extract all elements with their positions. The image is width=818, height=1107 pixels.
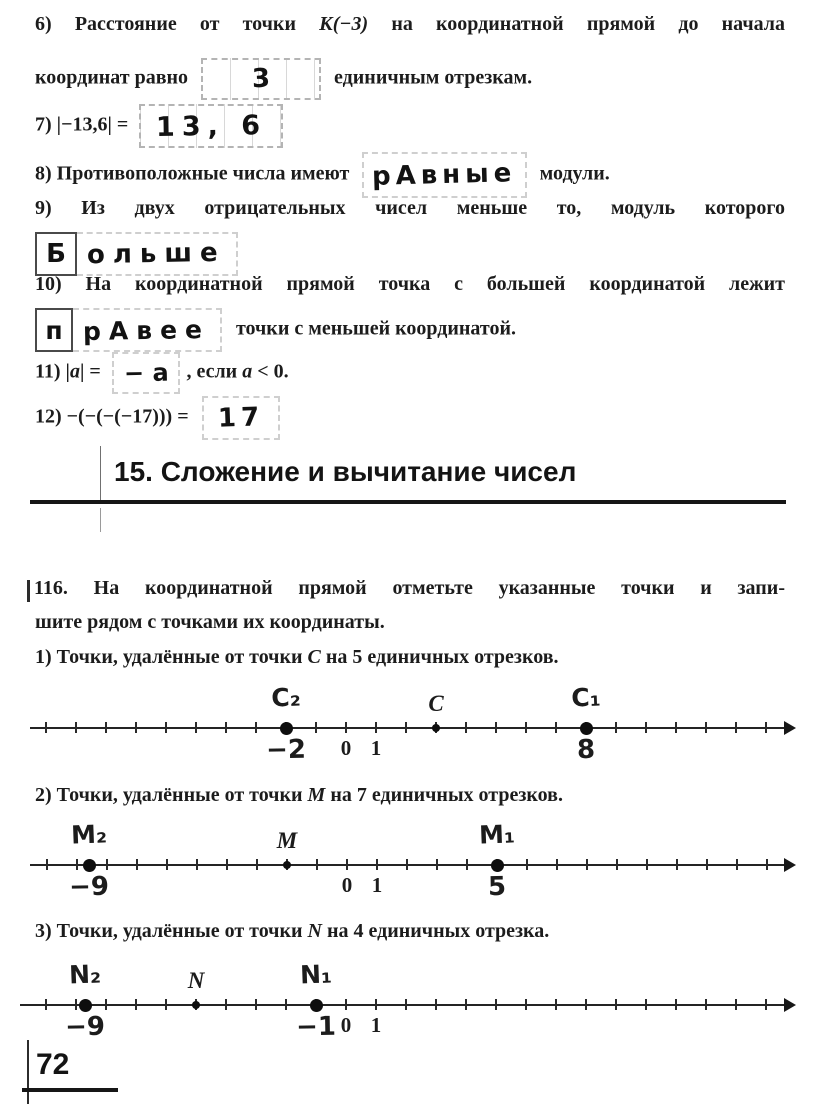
- subtask-1-pre: 1) Точки, удалённые от точки: [35, 646, 303, 668]
- item-10-text-post: точки с меньшей координатой.: [235, 317, 516, 340]
- item-10-answer-first: п: [45, 315, 63, 345]
- item-12-answer: 17: [217, 402, 265, 434]
- footer-corner-hline: [22, 1088, 118, 1092]
- point-label-below: −1: [295, 1011, 337, 1043]
- axis-number-label: 0: [340, 1013, 352, 1037]
- item-12-answer-box: [202, 396, 280, 440]
- item-10-answer-rest: рАвее: [82, 314, 211, 346]
- point-label-above: M₁: [478, 819, 516, 850]
- item-10-line: [35, 272, 785, 296]
- point-label-below: 8: [576, 734, 596, 766]
- axis-tick: [316, 859, 318, 870]
- axis-tick: [765, 999, 767, 1010]
- point-label-below: 5: [487, 871, 507, 903]
- item-9-text: 9) Из двух отрицательных чисел меньше то, модуль которого: [35, 197, 785, 219]
- axis-tick: [136, 859, 138, 870]
- axis-tick: [525, 722, 527, 733]
- item-11-text-post1: , если: [186, 360, 243, 383]
- axis-tick: [405, 999, 407, 1010]
- axis-line: [30, 864, 786, 866]
- axis-tick: [255, 722, 257, 733]
- item-9-answer-box: [77, 232, 238, 276]
- axis-tick: [375, 999, 377, 1010]
- axis-tick: [706, 859, 708, 870]
- number-line-n: [0, 955, 818, 1055]
- item-6-answer-box: [201, 58, 321, 100]
- point-dot: [192, 1001, 200, 1009]
- axis-tick: [105, 999, 107, 1010]
- axis-tick: [255, 999, 257, 1010]
- axis-tick: [75, 999, 77, 1010]
- item-9-answer-first: Б: [46, 239, 66, 269]
- axis-tick: [376, 859, 378, 870]
- axis-number-label: 0: [341, 873, 353, 897]
- point-label-above: C₁: [570, 682, 602, 713]
- axis-arrowhead-icon: [784, 721, 796, 735]
- problem-116-text-2: шите рядом с точками их координаты.: [35, 611, 385, 633]
- point-dot: [310, 999, 323, 1012]
- axis-tick: [556, 859, 558, 870]
- item-8-text-post: модули.: [539, 162, 610, 185]
- problem-116-margin-bar: [27, 580, 30, 602]
- axis-tick: [645, 999, 647, 1010]
- axis-tick: [45, 999, 47, 1010]
- subtask-1-line: [35, 646, 559, 669]
- item-11-text-mid: | =: [79, 360, 101, 383]
- axis-tick: [646, 859, 648, 870]
- axis-tick: [585, 999, 587, 1010]
- axis-number-label: 0: [340, 736, 352, 760]
- item-12-line: [35, 396, 288, 440]
- axis-tick: [586, 859, 588, 870]
- axis-number-label: 1: [371, 873, 383, 897]
- footer-corner-vline: [27, 1040, 29, 1104]
- item-9-answer-rest: ольше: [86, 237, 226, 271]
- axis-tick: [285, 999, 287, 1010]
- subtask-3-post: на 4 единичных отрезка.: [326, 920, 550, 942]
- section-title: 15. Сложение и вычитание чисел: [114, 456, 577, 487]
- axis-tick: [495, 999, 497, 1010]
- item-9-answer-first-box: [35, 232, 77, 276]
- axis-tick: [645, 722, 647, 733]
- section-rule: [30, 500, 786, 504]
- page-number: 72: [36, 1048, 70, 1081]
- point-label-below: −2: [265, 734, 307, 766]
- point-dot: [83, 859, 96, 872]
- axis-number-label: 1: [370, 736, 382, 760]
- point-label-above: C₂: [270, 682, 302, 713]
- problem-116-line-2: [35, 610, 385, 634]
- subtask-1-post: на 5 единичных отрезков.: [325, 646, 559, 668]
- axis-tick: [75, 722, 77, 733]
- axis-tick: [195, 722, 197, 733]
- subtask-2-post: на 7 единичных отрезков.: [330, 784, 563, 806]
- subtask-3-pre: 3) Точки, удалённые от точки: [35, 920, 303, 942]
- item-6-line-1: [35, 12, 785, 36]
- section-header-vertical-line-lower: [100, 508, 101, 532]
- point-label-below: −9: [64, 1011, 106, 1043]
- axis-number-label: 1: [370, 1013, 382, 1037]
- axis-tick: [705, 722, 707, 733]
- axis-tick: [676, 859, 678, 870]
- axis-tick: [345, 999, 347, 1010]
- item-8-text-pre: 8) Противоположные числа имеют: [35, 162, 350, 185]
- item-9-answer-line: [35, 232, 238, 276]
- axis-tick: [405, 722, 407, 733]
- axis-tick: [105, 722, 107, 733]
- axis-tick: [555, 722, 557, 733]
- item-11-text-post2: < 0.: [252, 360, 289, 383]
- item-7-answer: 13, 6: [155, 109, 268, 143]
- axis-tick: [615, 722, 617, 733]
- point-label-above: M: [276, 828, 298, 853]
- axis-tick: [196, 859, 198, 870]
- point-dot: [432, 724, 440, 732]
- item-10-answer-line: [35, 308, 516, 352]
- axis-tick: [435, 999, 437, 1010]
- axis-tick: [526, 859, 528, 870]
- item-8-answer-box: [362, 152, 526, 198]
- axis-tick: [615, 999, 617, 1010]
- problem-116-text-1: На координатной прямой отметьте указанные точки и запи-: [93, 577, 785, 599]
- axis-tick: [465, 722, 467, 733]
- axis-tick: [346, 859, 348, 870]
- axis-tick: [165, 999, 167, 1010]
- item-6-line-2: [35, 58, 532, 100]
- number-line-m: [0, 815, 818, 915]
- axis-tick: [525, 999, 527, 1010]
- axis-tick: [736, 859, 738, 870]
- axis-line: [30, 727, 786, 729]
- item-8-answer: рАвные: [371, 158, 518, 192]
- axis-tick: [106, 859, 108, 870]
- axis-tick: [705, 999, 707, 1010]
- point-label-above: N₁: [299, 959, 333, 990]
- point-dot: [79, 999, 92, 1012]
- item-6-text-line2: координат равно: [35, 66, 189, 89]
- axis-tick: [46, 859, 48, 870]
- axis-tick: [165, 722, 167, 733]
- item-7-line: [35, 104, 289, 148]
- problem-116-line-1: [34, 576, 785, 600]
- axis-tick: [495, 722, 497, 733]
- axis-tick: [345, 722, 347, 733]
- section-header-vertical-line: [100, 446, 101, 504]
- axis-tick: [45, 722, 47, 733]
- point-label-above: M₂: [70, 819, 108, 850]
- item-6-text-pre: 6) Расстояние от точки: [35, 13, 296, 35]
- axis-tick: [225, 999, 227, 1010]
- subtask-2-pre: 2) Точки, удалённые от точки: [35, 784, 303, 806]
- problem-116-number: 116.: [34, 577, 68, 599]
- point-dot: [280, 722, 293, 735]
- axis-arrowhead-icon: [784, 998, 796, 1012]
- axis-tick: [735, 722, 737, 733]
- subtask-2-point: M: [307, 784, 326, 806]
- axis-tick: [135, 999, 137, 1010]
- axis-tick: [166, 859, 168, 870]
- axis-tick: [315, 722, 317, 733]
- axis-tick: [226, 859, 228, 870]
- axis-tick: [465, 999, 467, 1010]
- item-10-answer-first-box: [35, 308, 73, 352]
- axis-tick: [135, 722, 137, 733]
- axis-tick: [76, 859, 78, 870]
- item-7-answer-box: [139, 104, 283, 148]
- item-11-answer-box: [112, 352, 181, 394]
- axis-tick: [375, 722, 377, 733]
- item-8-line: [35, 152, 610, 198]
- item-6-answer: 3: [251, 63, 271, 95]
- axis-tick: [675, 999, 677, 1010]
- axis-tick: [466, 859, 468, 870]
- item-11-line: [35, 352, 289, 394]
- item-11-var-a: a: [69, 360, 80, 383]
- subtask-3-point: N: [307, 920, 322, 942]
- axis-tick: [735, 999, 737, 1010]
- point-dot: [491, 859, 504, 872]
- axis-tick: [256, 859, 258, 870]
- axis-tick: [225, 722, 227, 733]
- item-10-text: 10) На координатной прямой точка с большей координатой лежит: [35, 273, 785, 295]
- axis-arrowhead-icon: [784, 858, 796, 872]
- axis-tick: [406, 859, 408, 870]
- axis-tick: [616, 859, 618, 870]
- point-label-above: N: [187, 968, 205, 993]
- item-11-answer: − a: [123, 358, 169, 388]
- point-dot: [580, 722, 593, 735]
- item-11-var-a2: a: [242, 360, 253, 383]
- point-dot: [283, 861, 291, 869]
- axis-tick: [766, 859, 768, 870]
- subtask-2-line: [35, 784, 563, 807]
- point-label-above: N₂: [68, 959, 102, 990]
- subtask-1-point: C: [307, 646, 321, 668]
- item-9-line: [35, 196, 785, 220]
- item-6-text-post: единичным отрезкам.: [334, 66, 533, 89]
- item-6-text-mid: на координатной прямой до начала: [391, 13, 786, 35]
- point-label-below: −9: [68, 871, 110, 903]
- axis-tick: [765, 722, 767, 733]
- axis-tick: [555, 999, 557, 1010]
- item-10-answer-box: [73, 308, 222, 352]
- subtask-3-line: [35, 920, 549, 943]
- item-12-text: 12) −(−(−(−17))) =: [35, 405, 189, 428]
- number-line-c: [0, 678, 818, 778]
- axis-tick: [675, 722, 677, 733]
- item-11-text-pre: 11) |: [35, 360, 70, 383]
- point-label-above: C: [428, 691, 444, 716]
- item-7-text: 7) |−13,6| =: [35, 113, 129, 136]
- item-6-point-k: К(−3): [319, 13, 369, 35]
- axis-tick: [436, 859, 438, 870]
